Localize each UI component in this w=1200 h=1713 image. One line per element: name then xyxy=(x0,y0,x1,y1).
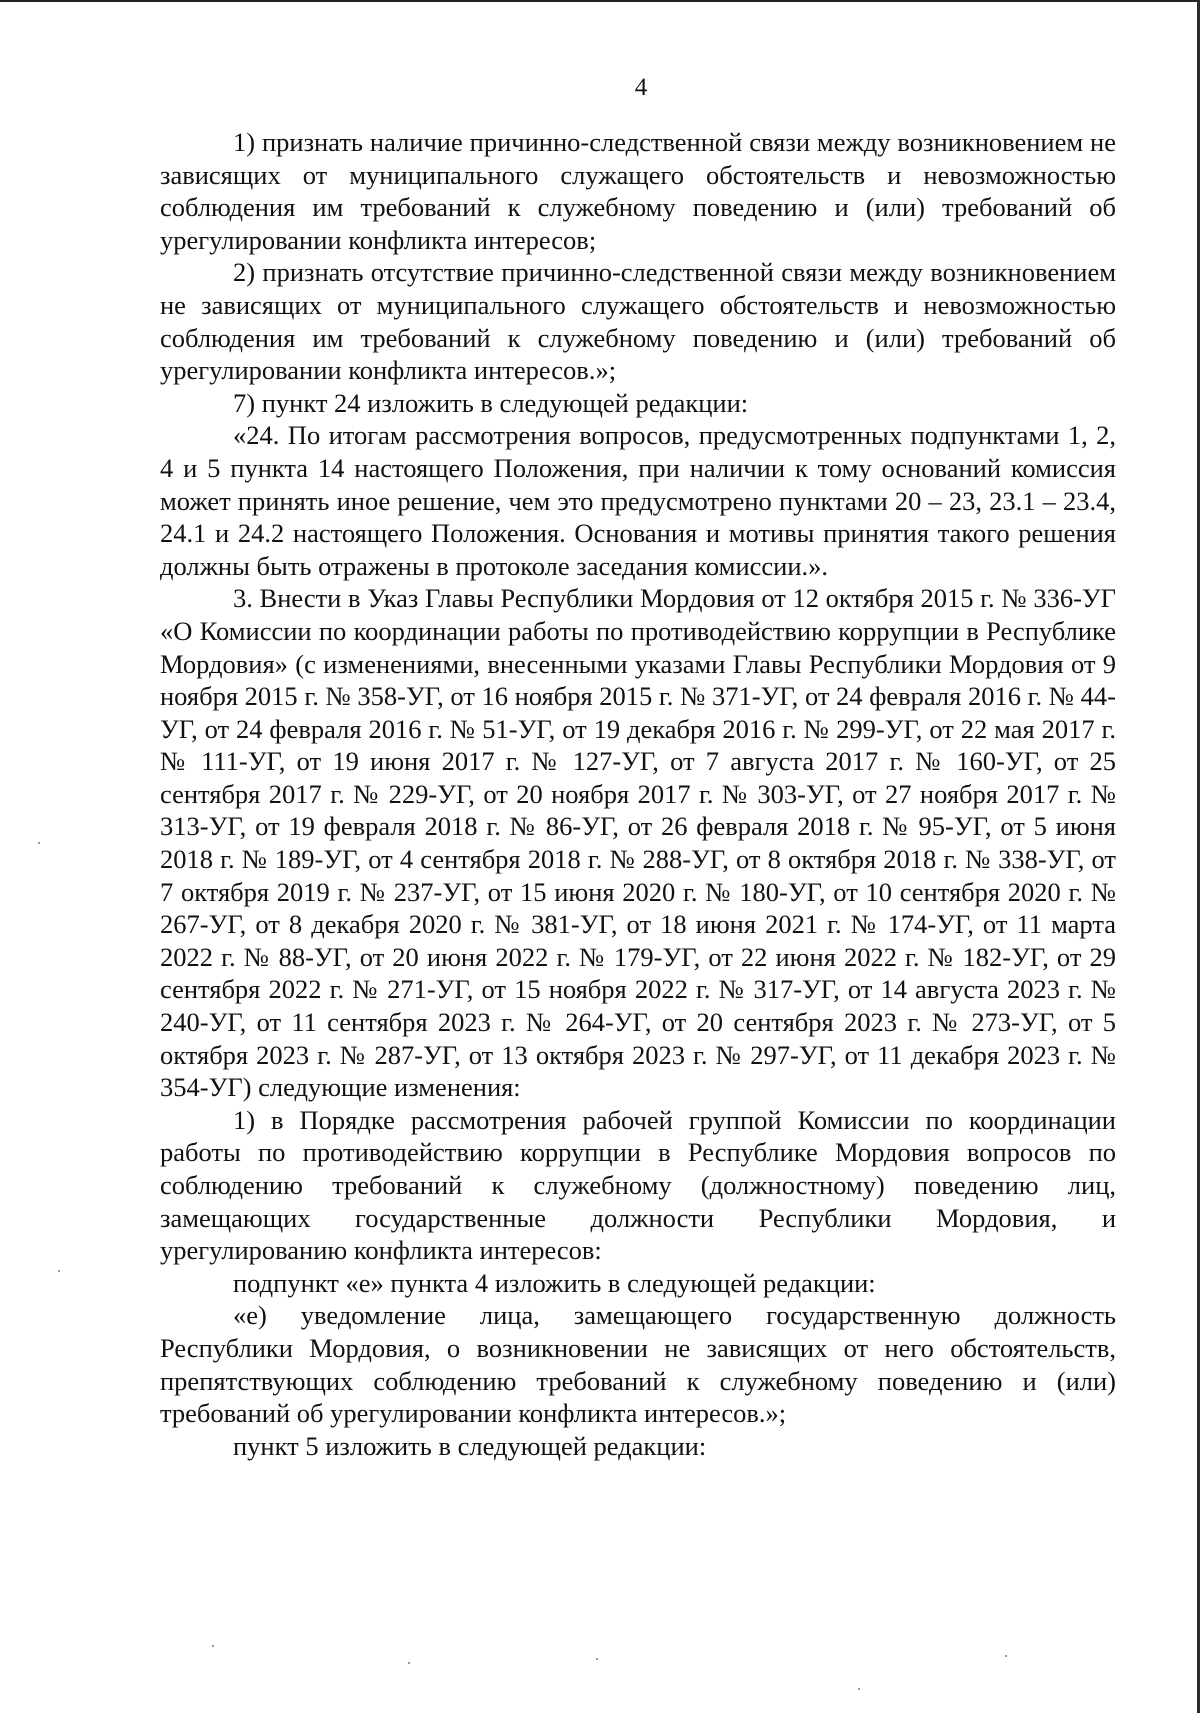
document-body xyxy=(160,126,1116,1462)
scan-speck xyxy=(858,1688,860,1690)
scan-speck xyxy=(38,842,40,844)
paragraph-6: 1) в Порядке рассмотрения рабочей группой Комиссии по координации работы по противодействию коррупции в Республике Мордовия вопросов по соблюдению требований к служебному (должностному) поведению лиц, замещающих государственные должности Республики Мордовия, и урегулированию конфликта интересов: xyxy=(160,1104,1116,1266)
scan-speck xyxy=(212,1645,214,1647)
paragraph-1: 1) признать наличие причинно-следственной связи между возникновением не зависящих от муниципального служащего обстоятельств и невозможностью соблюдения им требований к служебному поведению и (или) требований об урегулировании конфликта интересов; xyxy=(160,127,1116,255)
paragraph-9: пункт 5 изложить в следующей редакции: xyxy=(233,1430,707,1461)
page-top-edge xyxy=(0,0,1200,2)
paragraph-4: «24. По итогам рассмотрения вопросов, предусмотренных подпунктами 1, 2, 4 и 5 пункта 14 настоящего Положения, при наличии к тому оснований комиссия может принять иное решение, чем это предусмотрено пунктами 20 – 23, 23.1 – 23.4, 24.1 и 24.2 настоящего Положения. Основания и мотивы принятия такого решения должны быть отражены в протоколе заседания комиссии.». xyxy=(160,420,1116,581)
paragraph-8: «е) уведомление лица, замещающего государственную должность Республики Мордовия, о возникновении не зависящих от него обстоятельств, препятствующих соблюдению требований к служебному поведению и (или) требований об урегулировании конфликта интересов.»; xyxy=(160,1300,1116,1429)
paragraph-5: 3. Внести в Указ Главы Республики Мордовия от 12 октября 2015 г. № 336-УГ «О Комиссии по координации работы по противодействию коррупции в Республике Мордовия» (с изменениями, внесенными указами Главы Республики Мордовия от 9 ноября 2015 г. № 358-УГ, от 16 ноября 2015 г. № 371-УГ, от 24 февраля 2016 г. № 44-УГ, от 24 февраля 2016 г. № 51-УГ, от 19 декабря 2016 г. № 299-УГ, от 22 мая 2017 г. № 111-УГ, от 19 июня 2017 г. № 127-УГ, от 7 августа 2017 г. № 160-УГ, от 25 сентября 2017 г. № 229-УГ, от 20 ноября 2017 г. № 303-УГ, от 27 ноября 2017 г. № 313-УГ, от 19 февраля 2018 г. № 86-УГ, от 26 февраля 2018 г. № 95-УГ, от 5 июня 2018 г. № 189-УГ, от 4 сентября 2018 г. № 288-УГ, от 8 октября 2018 г. № 338-УГ, от 7 октября 2019 г. № 237-УГ, от 15 июня 2020 г. № 180-УГ, от 10 сентября 2020 г. № 267-УГ, от 8 декабря 2020 г. № 381-УГ, от 18 июня 2021 г. № 174-УГ, от 11 марта 2022 г. № 88-УГ, от 20 июня 2022 г. № 179-УГ, от 22 июня 2022 г. № 182-УГ, от 29 сентября 2022 г. № 271-УГ, от 15 ноября 2022 г. № 317-УГ, от 14 августа 2023 г. № 240-УГ, от 11 сентября 2023 г. № 264-УГ, от 20 сентября 2023 г. № 273-УГ, от 5 октября 2023 г. № 287-УГ, от 13 октября 2023 г. № 297-УГ, от 11 декабря 2023 г. № 354-УГ) следующие изменения: xyxy=(160,583,1116,1103)
scan-speck xyxy=(58,1270,60,1272)
page-number: 4 xyxy=(634,74,648,101)
scan-speck xyxy=(1005,1655,1007,1657)
paragraph-3: 7) пункт 24 изложить в следующей редакции: xyxy=(233,387,749,418)
scan-speck xyxy=(596,1658,598,1660)
paragraph-7: подпункт «е» пункта 4 изложить в следующей редакции: xyxy=(233,1267,876,1298)
scan-speck xyxy=(408,1662,410,1664)
paragraph-2: 2) признать отсутствие причинно-следственной связи между возникновением не зависящих от муниципального служащего обстоятельств и невозможностью соблюдения им требований к служебному поведению и (или) требований об урегулировании конфликта интересов.»; xyxy=(160,257,1116,386)
